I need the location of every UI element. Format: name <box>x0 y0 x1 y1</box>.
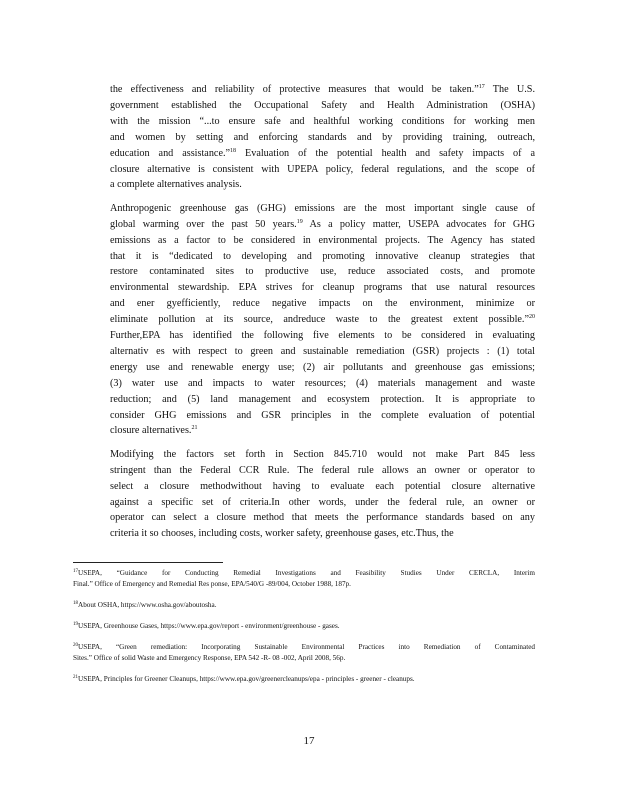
text-run: consider GHG emissions and GSR principles in the complete evaluation of potential <box>110 409 535 421</box>
text-run: energy use and renewable energy use; (2) air pollutants and greenhouse gas emissions; <box>110 361 535 373</box>
text-run: the effectiveness and reliability of protective measures that would be taken.” <box>110 84 479 95</box>
text-run: Anthropogenic greenhouse gas (GHG) emissions are the most important single cause of <box>110 202 535 214</box>
page-number: 17 <box>303 735 315 747</box>
footnote-text: USEPA, “Guidance for Conducting Remedial Investigations and Feasibility Studies Under CERCLA, Interim <box>78 569 535 577</box>
text-run: Modifying the factors set forth in Section 845.710 would not make Part 845 less <box>110 448 535 460</box>
text-run: a complete alternatives analysis. <box>110 179 242 191</box>
footnote-reference: 17 <box>478 84 485 90</box>
text-run: restore contaminated sites to productive use, reduce associated costs, and promote <box>110 266 535 278</box>
text-run: global warming over the past 50 years. <box>110 218 297 230</box>
body-line <box>110 235 535 247</box>
footnote-text: About OSHA, https://www.osha.gov/aboutosha. <box>78 601 217 609</box>
body-line <box>110 314 535 326</box>
body-line <box>110 219 535 231</box>
text-run: select a closure methodwithout having to evaluate each potential closure alternative <box>110 480 535 492</box>
text-run: and women by setting and enforcing standards and by providing training, outreach, <box>110 131 535 143</box>
footnote-line <box>73 600 535 611</box>
text-run: operator can select a closure method that meets the performance standards based on any <box>110 512 535 524</box>
body-line <box>110 266 535 278</box>
text-run: that it is “dedicated to developing and promoting innovative cleanup strategies that <box>110 250 535 262</box>
body-line <box>110 84 535 96</box>
body-line <box>110 164 535 176</box>
footnote-line <box>73 653 535 664</box>
footnote-reference: 20 <box>529 314 535 321</box>
footnote-reference: 19 <box>296 218 303 225</box>
footnote-reference: 21 <box>191 425 198 432</box>
text-run: The U.S. <box>484 84 535 95</box>
footnote-separator <box>73 562 223 563</box>
body-line <box>110 465 535 477</box>
body-line <box>110 203 535 215</box>
body-line <box>110 116 535 128</box>
body-line <box>110 410 535 422</box>
body-line <box>110 497 535 509</box>
text-run: (3) water use and impacts to water resources; (4) materials management and waste <box>110 377 535 389</box>
body-line <box>110 512 535 524</box>
body-line <box>110 100 535 112</box>
text-run: Further,EPA has identified the following five elements to be considered in evaluating <box>110 330 535 341</box>
footnote-marker: 21 <box>73 675 78 680</box>
body-line <box>110 362 535 374</box>
footnote-line <box>73 674 535 685</box>
body-line <box>110 298 535 310</box>
footnote-marker: 20 <box>73 643 78 648</box>
body-line <box>110 425 535 437</box>
text-run: government established the Occupational Safety and Health Administration (OSHA) <box>110 99 535 111</box>
footnote-text: Final.” Office of Emergency and Remedial Res ponse, EPA/540/G -89/004, October 1988, 187p. <box>73 580 351 588</box>
text-run: Evaluation of the potential health and safety impacts of a <box>236 147 535 159</box>
text-run: with the mission “...to ensure safe and healthful working conditions for working men <box>110 115 535 127</box>
text-run: closure alternative is consistent with UPEPA policy, federal regulations, and the scope of <box>110 163 535 175</box>
text-run: emissions as a factor to be considered in environmental projects. The Agency has stated <box>110 234 535 246</box>
text-run: alternativ es with respect to green and sustainable remediation (GSR) projects : (1) total <box>110 345 535 357</box>
text-run: and ener gyefficiently, reduce negative impacts on the environment, minimize or <box>110 298 535 310</box>
body-line <box>110 132 535 144</box>
text-run: stringent than the Federal CCR Rule. The federal rule allows an owner or operator to <box>110 464 535 476</box>
footnote-line <box>73 621 535 632</box>
footnote-text: USEPA, “Green remediation: Incorporating Sustainable Environmental Practices into Remediation of Contaminated <box>78 643 535 651</box>
body-line <box>110 528 535 540</box>
footnote-line <box>73 568 535 579</box>
footnote-reference: 18 <box>230 147 237 154</box>
body-line <box>110 282 535 294</box>
body-line <box>110 330 535 342</box>
body-line <box>110 449 535 461</box>
body-line <box>110 251 535 263</box>
text-run: against a specific set of criteria.In other words, under the federal rule, an owner or <box>110 496 535 508</box>
footnote-marker: 18 <box>73 601 78 606</box>
footnote-text: USEPA, Principles for Greener Cleanups, https://www.epa.gov/greenercleanups/epa - principles - greener - cleanups. <box>78 675 415 683</box>
body-line <box>110 148 535 160</box>
body-line <box>110 346 535 358</box>
body-line <box>110 378 535 390</box>
text-run: reduction; and (5) land management and ecosystem protection. It is appropriate to <box>110 393 535 405</box>
text-run: eliminate pollution at its source, andreduce waste to the greatest extent possible.” <box>110 314 529 326</box>
body-line <box>110 481 535 493</box>
text-run: criteria it so chooses, including costs, worker safety, greenhouse gases, etc.Thus, the <box>110 528 454 540</box>
footnote-line <box>73 579 535 590</box>
footnote-marker: 17 <box>73 569 78 574</box>
footnote-text: USEPA, Greenhouse Gases, https://www.epa.gov/report - environment/greenhouse - gases. <box>78 622 340 630</box>
body-line <box>110 179 535 191</box>
text-run: environmental stewardship. EPA strives for cleanup programs that use natural resources <box>110 282 535 294</box>
text-run: education and assistance.” <box>110 147 231 159</box>
body-line <box>110 394 535 406</box>
footnote-marker: 19 <box>73 622 78 627</box>
footnote-text: Sites.” Office of solid Waste and Emergency Response, EPA 542 -R- 08 -002, April 2008, 56p. <box>73 654 346 662</box>
footnote-line <box>73 642 535 653</box>
text-run: closure alternatives. <box>110 425 192 437</box>
text-run: As a policy matter, USEPA advocates for GHG <box>302 218 535 230</box>
